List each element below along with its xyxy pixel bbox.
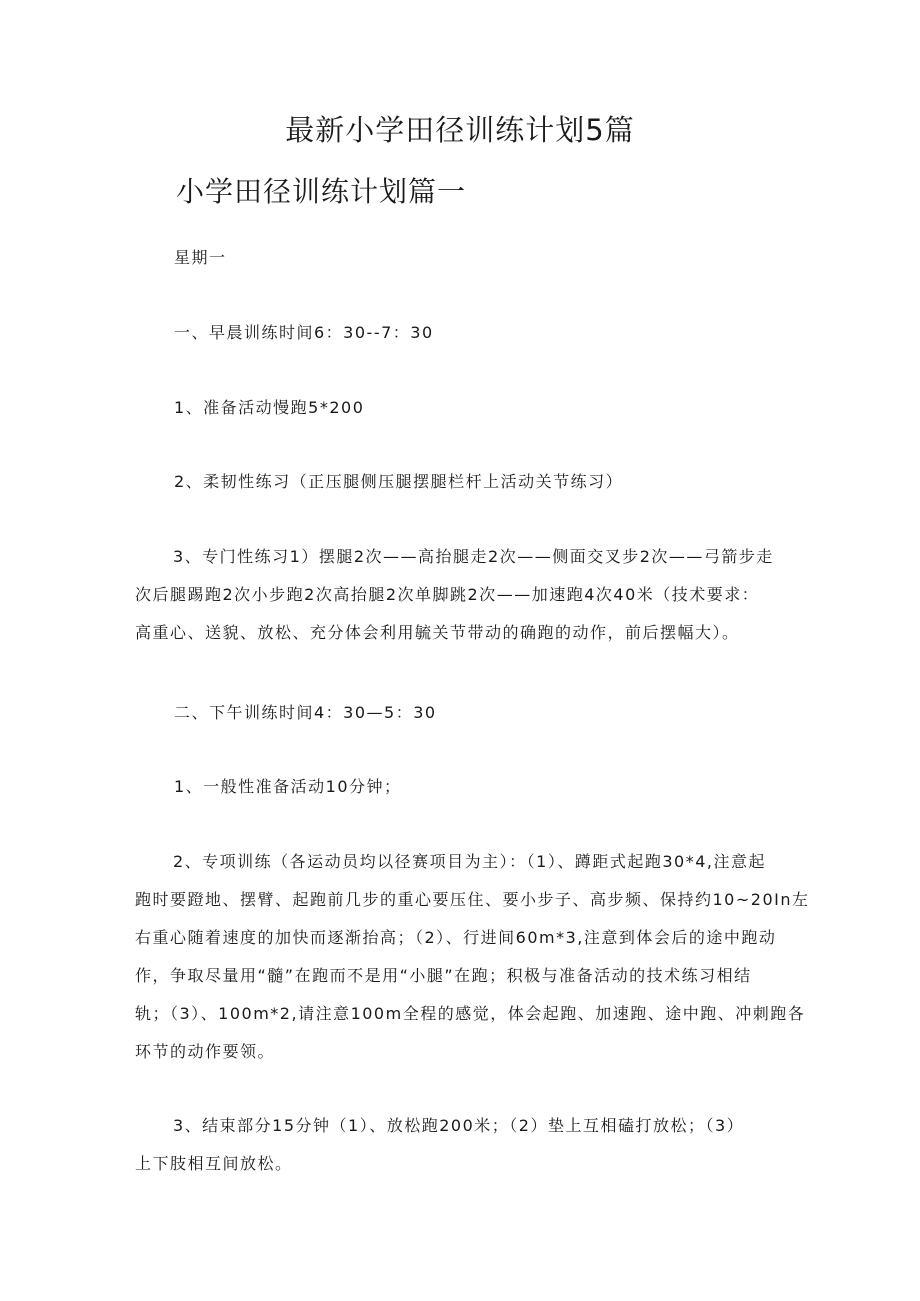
paragraph-line: 右重心随着速度的加快而逐渐抬高；（2）、行进间60m*3,注意到体会后的途中跑动 (135, 928, 777, 947)
afternoon-item-1: 1、一般性准备活动10分钟； (174, 777, 402, 796)
day-label: 星期一 (174, 248, 227, 267)
paragraph-line: 次后腿踢跑2次小步跑2次高抬腿2次单脚跳2次——加速跑4次40米（技术要求： (135, 585, 760, 604)
paragraph-line: 跑时要蹬地、摆臂、起跑前几步的重心要压住、要小步子、高步频、保持约10~20In左 (135, 890, 810, 909)
afternoon-item-3 (135, 1107, 785, 1183)
afternoon-item-2 (135, 843, 810, 1071)
morning-item-2: 2、柔韧性练习（正压腿侧压腿摆腿栏杆上活动关节练习） (174, 472, 624, 491)
paragraph-line: 高重心、送貌、放松、充分体会利用毓关节带动的确跑的动作，前后摆幅大）。 (135, 623, 740, 642)
paragraph-line: 轨；（3）、100m*2,请注意100m全程的感觉，体会起跑、加速跑、途中跑、冲刺跑各 (135, 1004, 806, 1023)
paragraph-line: 作，争取尽量用“髓”在跑而不是用“小腿”在跑；积极与准备活动的技术练习相结 (135, 966, 752, 985)
morning-item-1: 1、准备活动慢跑5*200 (174, 398, 365, 417)
paragraph-line: 环节的动作要领。 (135, 1042, 276, 1061)
morning-item-3 (135, 538, 785, 652)
section-title: 小学田径训练计划篇一 (176, 175, 467, 208)
document-title: 最新小学田径训练计划5篇 (285, 113, 635, 147)
paragraph-line: 上下肢相互间放松。 (135, 1154, 293, 1173)
afternoon-heading: 二、下午训练时间4：30—5：30 (174, 703, 437, 722)
morning-heading: 一、早晨训练时间6：30--7：30 (174, 323, 434, 342)
paragraph-line: 2、专项训练（各运动员均以径赛项目为主）：（1）、蹲距式起跑30*4,注意起 (173, 852, 766, 871)
paragraph-line: 3、专门性练习1）摆腿2次——高抬腿走2次——侧面交叉步2次——弓箭步走 (173, 547, 774, 566)
paragraph-line: 3、结束部分15分钟（1）、放松跑200米；（2）垫上互相磕打放松；（3） (173, 1116, 745, 1135)
